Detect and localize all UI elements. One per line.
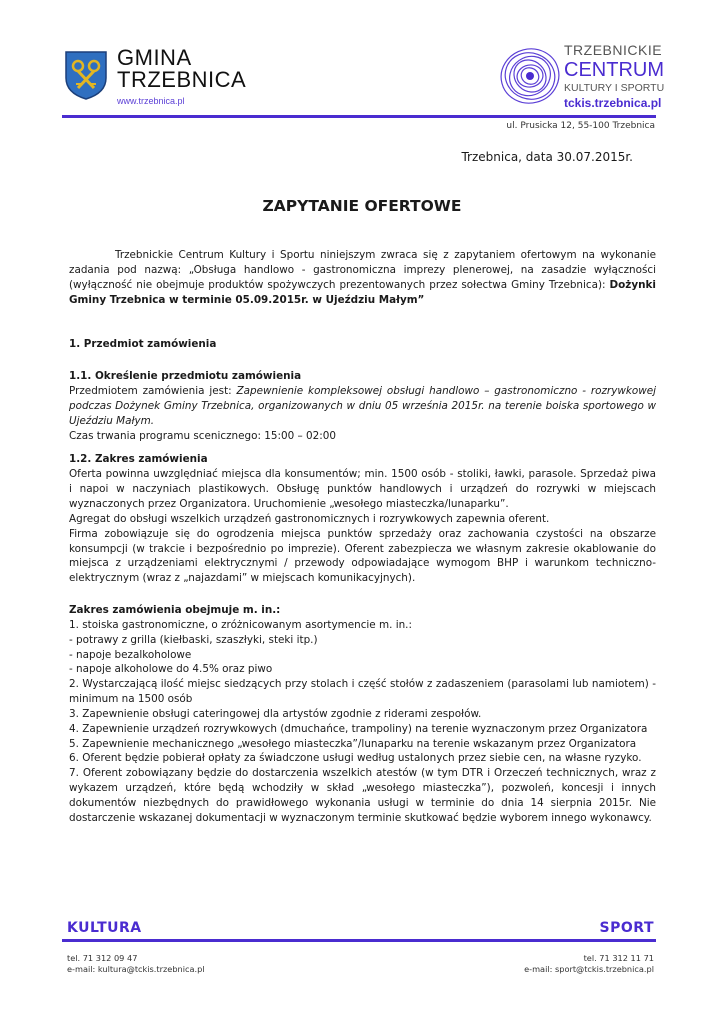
scope-line: 2. Wystarczającą ilość miejsc siedzących przy stolach i część stołów z zadaszeniem (parasolami lub namiotem) - minimum na 1500 osób: [69, 678, 656, 706]
footer-divider: [62, 939, 656, 942]
scope-line: - napoje alkoholowe do 4.5% oraz piwo: [69, 663, 273, 676]
section-1-1-text: Przedmiotem zamówienia jest: Zapewnienie kompleksowej obsługi handlowo – gastronomiczno - rozrywkowej podczas Dożynek Gminy Trzebnica, organizowanych w dniu 05 września 2015r. na terenie boiska sportowego w Ujeździu Małym.: [69, 385, 656, 427]
sport-phone: tel. 71 312 11 71: [583, 953, 654, 963]
document-body: [69, 248, 656, 826]
swirl-logo-icon: [498, 44, 562, 108]
scope-line: 5. Zapewnienie mechanicznego „wesołego miasteczka”/lunaparku na terenie wskazanym przez Organizatora: [69, 737, 637, 750]
gmina-name: GMINA TRZEBNICA: [117, 45, 247, 92]
section-1-2-heading: 1.2. Zakres zamówienia: [69, 453, 208, 466]
gmina-url: www.trzebnica.pl: [117, 96, 185, 106]
scope-line: 6. Oferent będzie pobierał opłaty za świadczone usługi według ustalonych przez siebie cen, na własne ryzyko.: [69, 752, 642, 765]
intro-paragraph: Trzebnickie Centrum Kultury i Sportu niniejszym zwraca się z zapytaniem ofertowym na wykonanie zadania pod nazwą: „Obsługa handlowo - gastronomiczna imprezy plenerowej, na zasadzie wyłączności (wyłączność nie obejmuje produktów spożywczych prezentowanych przez sołectwa Gminy Trzebnica): Dożynki Gminy Trzebnica w terminie 05.09.2015r. w Ujeździu Małym”: [69, 249, 656, 306]
tckis-name-line2: CENTRUM: [564, 59, 664, 81]
scope-line: 7. Oferent zobowiązany będzie do dostarczenia wszelkich atestów (w tym DTR i Orzeczeń technicznych, wraz z wykazem urządzeń, które będą wchodziły w skład „wesołego miasteczka”), pozwoleń, koncesji i innych dokumentów niezbędnych do prawidłowego wykonania usługi w terminie do dnia 14 sierpnia 2015r. Nie dostarczenie wskazanej dokumentacji w wyznaczonym terminie skutkować będzie wyborem innego wykonawcy.: [69, 767, 656, 824]
footer-sport-contact: [524, 953, 654, 975]
date-line: Trzebnica, data 30.07.2015r.: [461, 150, 633, 164]
footer-kultura-contact: [67, 953, 205, 975]
scope-line: - potrawy z grilla (kiełbaski, szaszłyki, steki itp.): [69, 633, 318, 646]
section-1-2-paragraph-1: Oferta powinna uwzględniać miejsca dla konsumentów; min. 1500 osób - stoliki, ławki, parasole. Sprzedaż piwa i napoi w naczyniach plastikowych. Obsługę punktów handlowych i urządzeń do rozrywki w miejscach wyznaczonych przez Organizatora. Uruchomienie „wesołego miasteczka/lunaparku”.: [69, 468, 656, 510]
footer-kultura-title: KULTURA: [67, 920, 142, 936]
kultura-email: e-mail: kultura@tckis.trzebnica.pl: [67, 964, 205, 974]
section-1-1-heading: 1.1. Określenie przedmiotu zamówienia: [69, 370, 302, 383]
program-time: Czas trwania programu scenicznego: 15:00 – 02:00: [69, 429, 336, 442]
tckis-name-line3: KULTURY I SPORTU: [564, 82, 665, 94]
coat-of-arms-icon: [64, 50, 108, 100]
footer-sport-title: SPORT: [599, 920, 654, 936]
scope-heading: Zakres zamówienia obejmuje m. in.:: [69, 604, 281, 617]
document-title: ZAPYTANIE OFERTOWE: [262, 197, 462, 215]
section-1-2-paragraph-2: Agregat do obsługi wszelkich urządzeń gastronomicznych i rozrywkowych zapewnia oferent.: [69, 512, 550, 525]
tckis-name-line1: TRZEBNICKIE: [564, 42, 663, 58]
section-1-heading: 1. Przedmiot zamówienia: [69, 338, 217, 351]
tckis-logo: [498, 40, 665, 114]
tckis-url: tckis.trzebnica.pl: [564, 96, 662, 110]
address: ul. Prusicka 12, 55-100 Trzebnica: [506, 121, 655, 131]
section-1-2-paragraph-3: Firma zobowiązuje się do ogrodzenia miejsca punktów sprzedaży oraz zachowania czystości na obszarze konsumpcji (w trakcie i bezpośrednio po imprezie). Oferent zabezpiecza we własnym zakresie okablowanie do miejsca z urządzeniami elektrycznymi / przewody odpowiadające wymogom BHP i warunkom techniczno-elektrycznym (wraz z „najazdami” w miejscach komunikacyjnych).: [69, 527, 656, 585]
header-divider: [62, 115, 656, 118]
scope-line: - napoje bezalkoholowe: [69, 648, 192, 661]
scope-line: 3. Zapewnienie obsługi cateringowej dla artystów zgodnie z riderami zespołów.: [69, 707, 482, 720]
scope-line: 1. stoiska gastronomiczne, o zróżnicowanym asortymencie m. in.:: [69, 618, 412, 631]
sport-email: e-mail: sport@tckis.trzebnica.pl: [524, 964, 654, 974]
kultura-phone: tel. 71 312 09 47: [67, 953, 138, 963]
scope-line: 4. Zapewnienie urządzeń rozrywkowych (dmuchańce, trampoliny) na terenie wyznaczonym przez Organizatora: [69, 722, 648, 735]
gmina-logo: [64, 44, 264, 110]
